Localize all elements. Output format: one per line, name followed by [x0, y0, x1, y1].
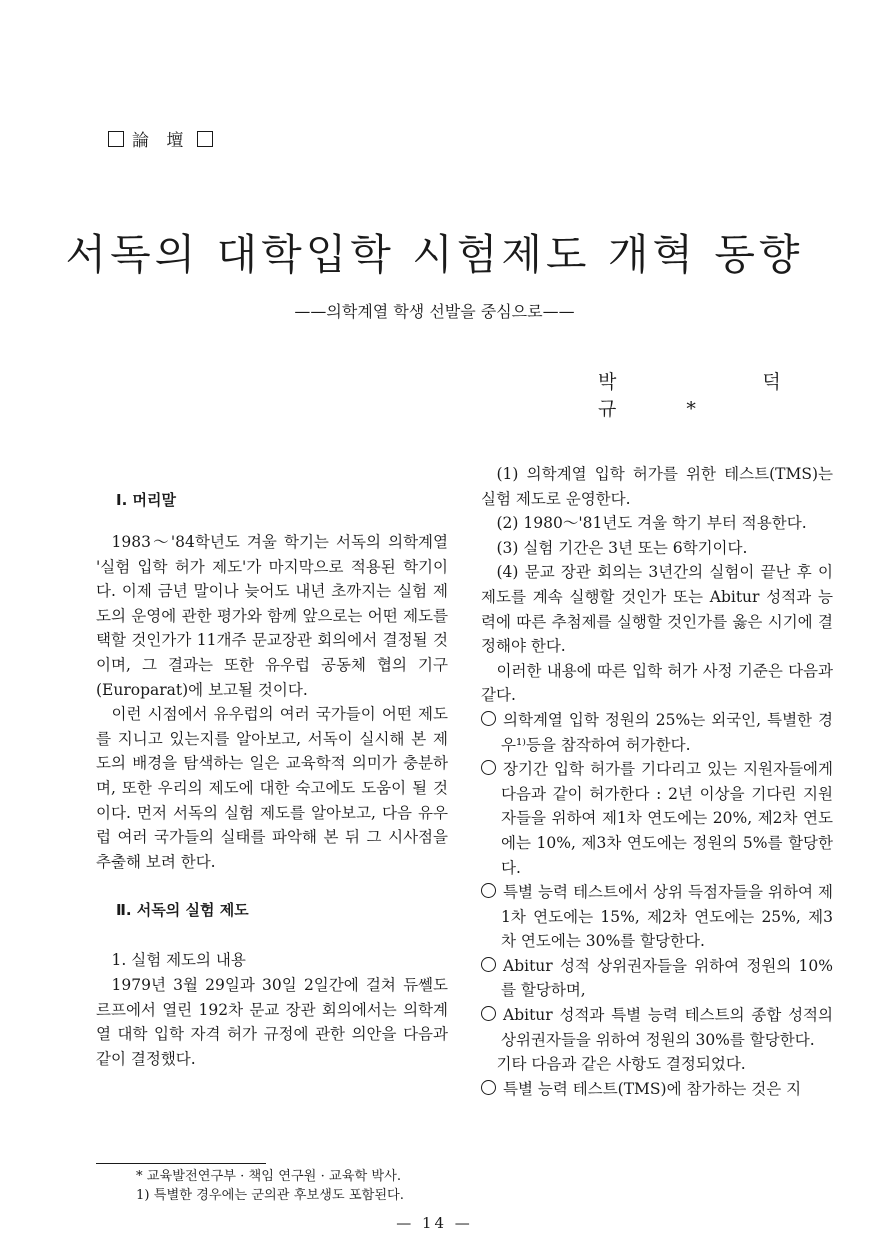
list-item: 특별 능력 테스트에서 상위 득점자들을 위하여 제1차 연도에는 15%, 제2차 연도에는 25%, 제3차 연도에는 30%를 할당한다.	[481, 880, 833, 954]
rule-item-2: (2) 1980～'81년도 겨울 학기 부터 적용한다.	[496, 514, 807, 533]
section-tag-label: 論 壇	[132, 131, 190, 151]
box-icon	[197, 131, 213, 147]
rule-item-3: (3) 실험 기간은 3년 또는 6학기이다.	[496, 538, 748, 557]
article-title: 서독의 대학입학 시험제도 개혁 동향	[65, 230, 804, 279]
footnote-author: * 교육발전연구부 · 책임 연구원 · 교육학 박사.	[136, 1169, 402, 1184]
article-subtitle: ——의학계열 학생 선발을 중심으로——	[294, 302, 575, 321]
rule-item-1: (1) 의학계열 입학 허가를 위한 테스트(TMS)는 실험 제도로 운영한다.	[481, 465, 833, 508]
left-column	[96, 488, 448, 1071]
paragraph: 이러한 내용에 따른 입학 허가 사정 기준은 다음과 같다.	[481, 661, 833, 705]
paragraph: 기타 다음과 같은 사항도 결정되었다.	[496, 1055, 746, 1074]
box-icon	[108, 131, 124, 147]
list-item: 특별 능력 테스트(TMS)에 참가하는 것은 지	[481, 1077, 833, 1102]
section-tag	[108, 126, 213, 151]
author-name: 박 덕 규*	[598, 371, 851, 420]
circle-bullet-icon	[481, 760, 496, 775]
list-item: 장기간 입학 허가를 기다리고 있는 지원자들에게 다음과 같이 허가한다 : 2년 이상을 기다린 지원자들을 위하여 제1차 연도에는 20%, 제2차 연도에는 10%, 제3차 연도에는 정원의 5%를 할당한다.	[481, 757, 833, 880]
page-number: — 14 —	[396, 1214, 473, 1232]
list-item: 의학계열 입학 정원의 25%는 외국인, 특별한 경우¹⁾등을 참작하여 허가한다.	[481, 708, 833, 757]
paragraph: 이런 시점에서 유우럽의 여러 국가들이 어떤 제도를 지니고 있는지를 알아보고, 서독이 실시해 본 제도의 배경을 탐색하는 일은 교육학적 의미가 충분하며, 또한 우리의 제도에 대한 숙고에도 도움이 될 것이다. 먼저 서독의 실험 제도를 알아보고, 다음 유우럽 여러 국가들의 실태를 파악해 본 뒤 그 시사점을 추출해 보려 한다.	[96, 705, 448, 871]
list-item: Abitur 성적 상위권자들을 위하여 정원의 10%를 할당하며,	[481, 954, 833, 1003]
circle-bullet-icon	[481, 711, 496, 726]
circle-bullet-icon	[481, 1006, 496, 1021]
circle-bullet-icon	[481, 883, 496, 898]
footnote-1: 1) 특별한 경우에는 군의관 후보생도 포함된다.	[136, 1188, 404, 1203]
rule-item-4: (4) 문교 장관 회의는 3년간의 실험이 끝난 후 이 제도를 계속 실행할 것인가 또는 Abitur 성적과 능력에 따른 추첨제를 실행할 것인가를 옳은 시기에 결정해야 한다.	[481, 563, 833, 656]
heading-experiment-system: Ⅱ. 서독의 실험 제도	[116, 901, 249, 920]
list-item: Abitur 성적과 특별 능력 테스트의 종합 성적의 상위권자들을 위하여 정원의 30%를 할당한다.	[481, 1003, 833, 1052]
paragraph: 1983～'84학년도 겨울 학기는 서독의 의학계열 '실험 입학 허가 제도'가 마지막으로 적용된 학기이다. 이제 금년 말이나 늦어도 내년 초까지는 실험 제도의 운영에 관한 평가와 함께 앞으로는 어떤 제도를 택할 것인가가 11개주 문교장관 회의에서 결정될 것이며, 그 결과는 또한 유우럽 공동체 협의 기구(Europarat)에 보고될 것이다.	[96, 533, 448, 699]
circle-bullet-icon	[481, 957, 496, 972]
right-column	[481, 462, 833, 1101]
paragraph: 1979년 3월 29일과 30일 2일간에 걸쳐 듀쎌도르프에서 열린 192차 문교 장관 회의에서는 의학계열 대학 입학 자격 허가 규정에 관한 의안을 다음과 같이 결정했다.	[96, 975, 448, 1068]
subheading: 1. 실험 제도의 내용	[111, 951, 246, 970]
circle-bullet-icon	[481, 1080, 496, 1095]
footnote-divider	[96, 1163, 266, 1164]
footnotes	[136, 1167, 466, 1205]
heading-introduction: I. 머리말	[116, 491, 176, 509]
